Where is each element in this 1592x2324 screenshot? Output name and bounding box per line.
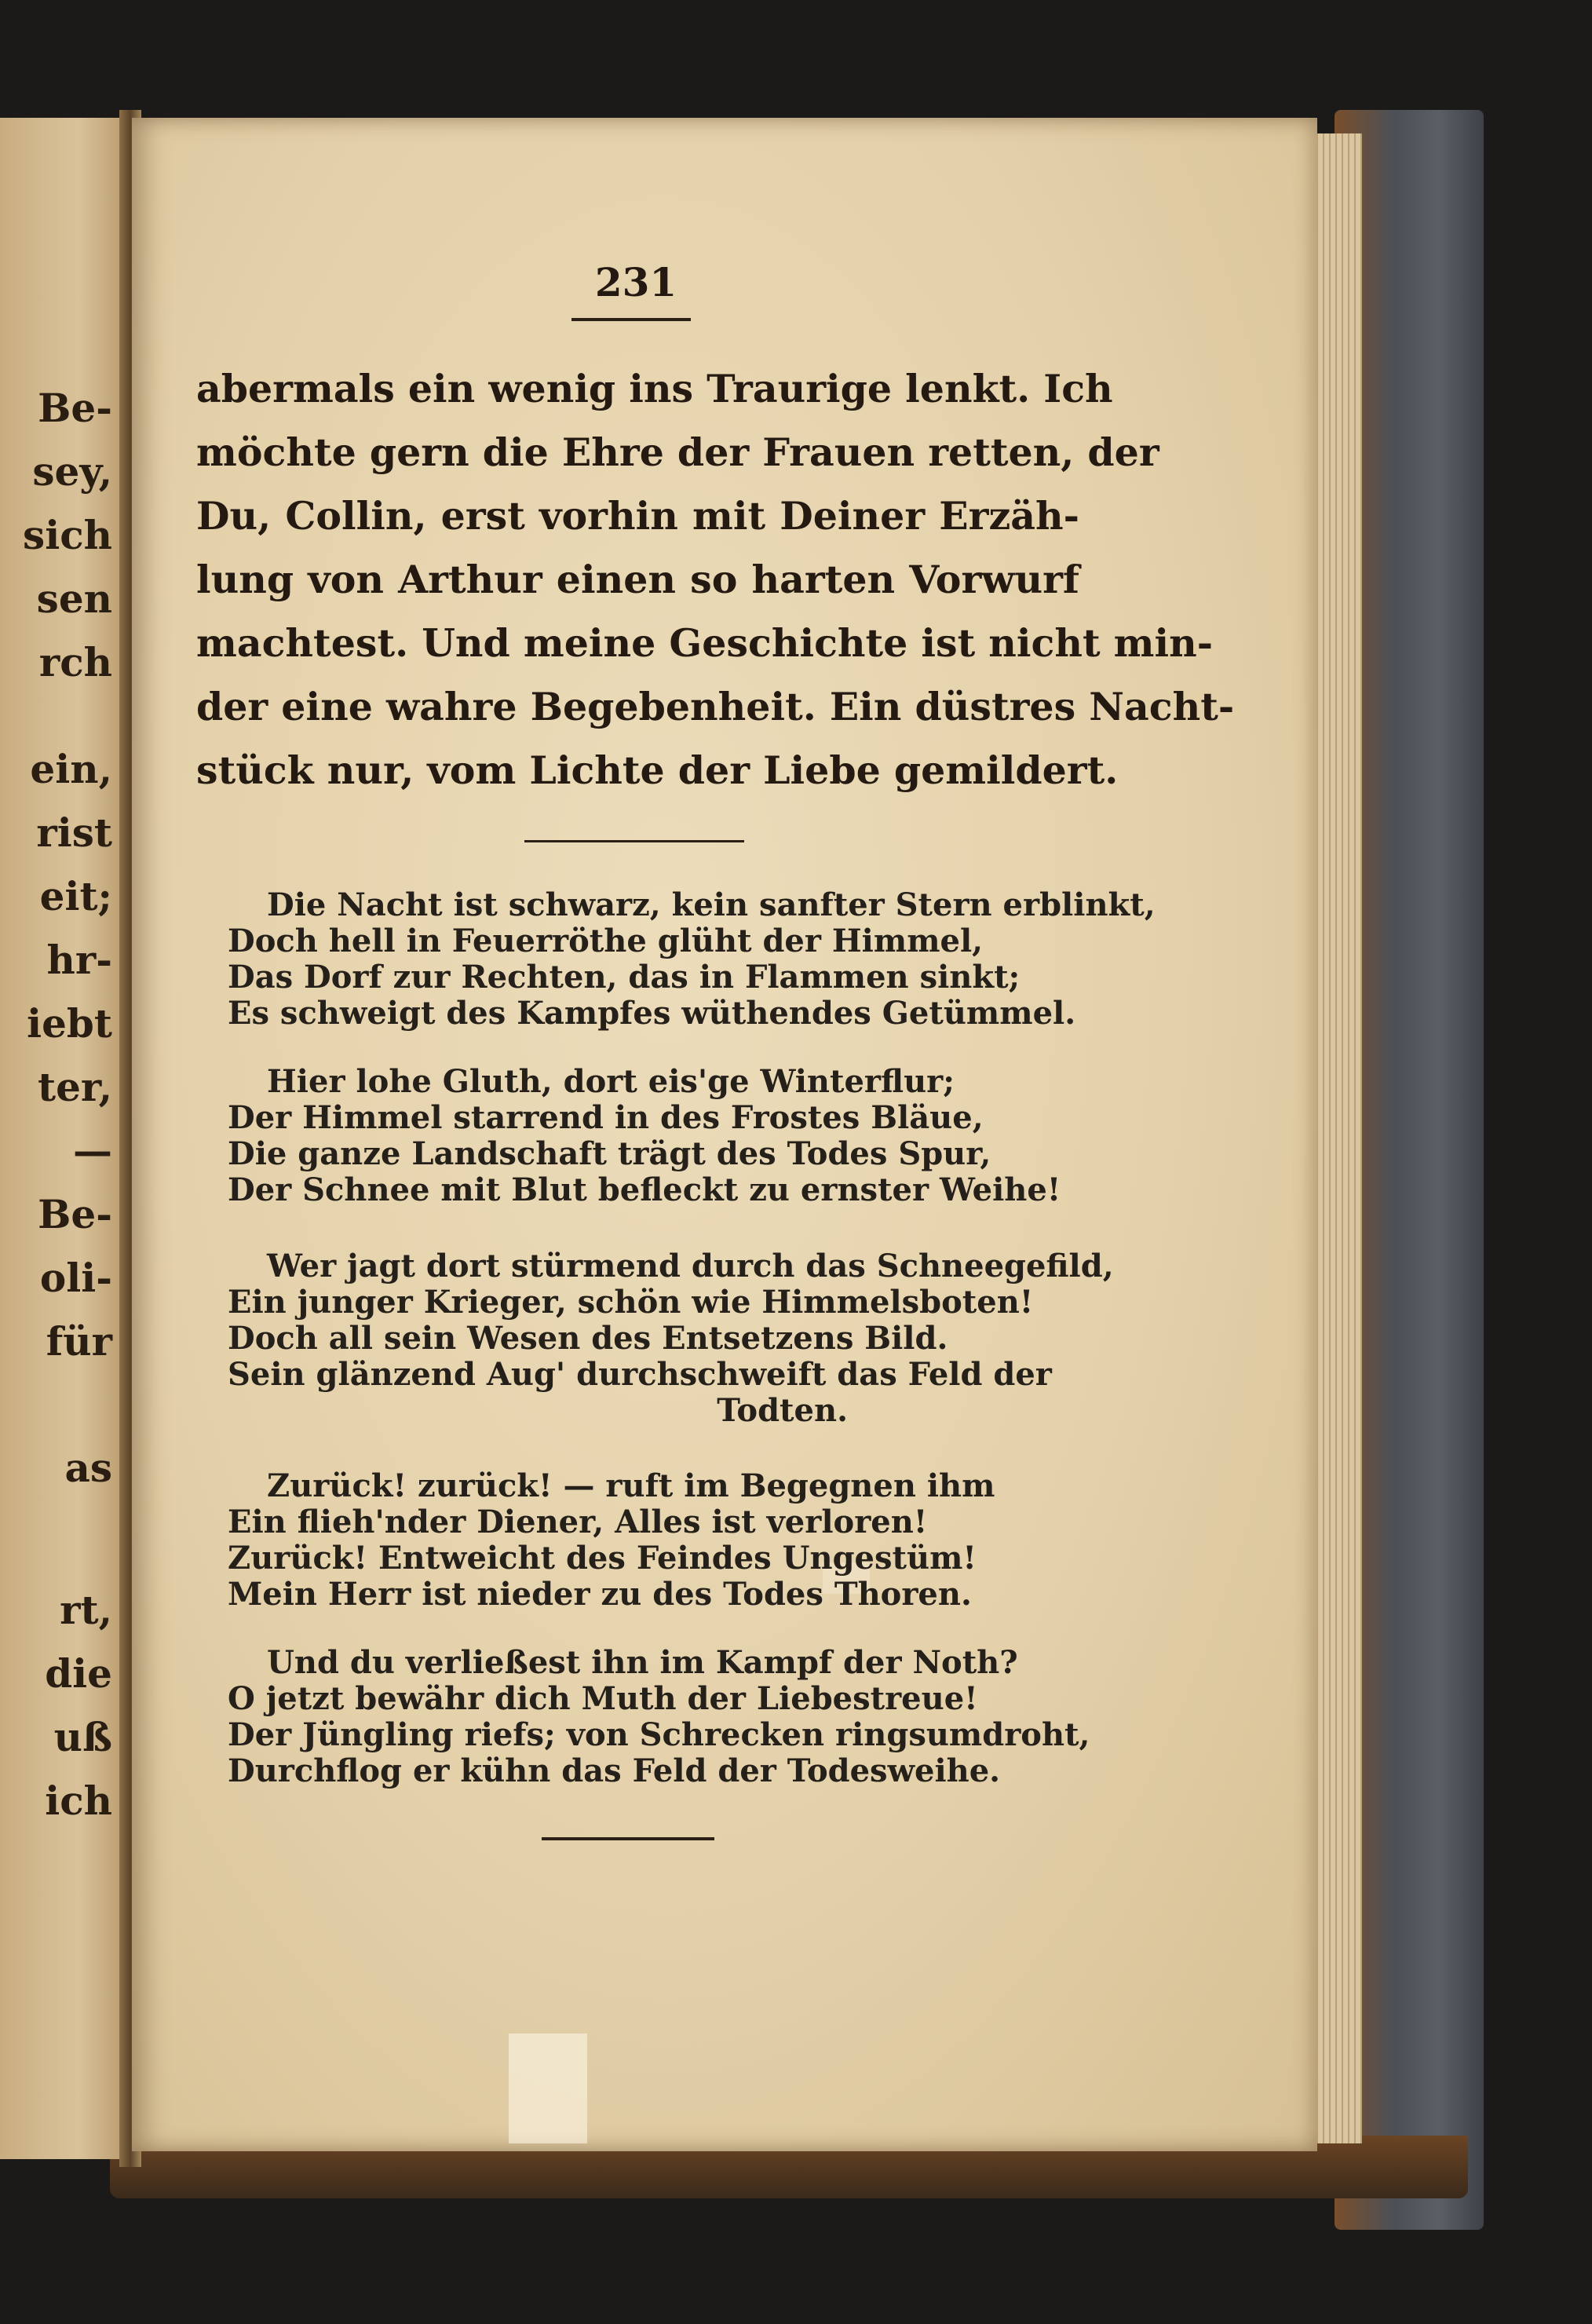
prose-line: lung von Arthur einen so harten Vorwurf <box>196 557 1079 602</box>
left-page-fragment: ein, <box>30 746 112 792</box>
left-page-fragment: ter, <box>37 1064 112 1110</box>
verse-line: Es schweigt des Kampfes wüthendes Getümmel. <box>228 995 1076 1032</box>
page-number: 231 <box>594 259 677 305</box>
section-divider <box>524 840 744 842</box>
left-page-fragment: uß <box>53 1714 112 1760</box>
verse-line: Der Himmel starrend in des Frostes Bläue, <box>228 1099 984 1136</box>
verse-line: Der Jüngling riefs; von Schrecken ringsumdroht, <box>228 1716 1090 1753</box>
prose-line: stück nur, vom Lichte der Liebe gemildert. <box>196 747 1119 793</box>
page-number-underline <box>571 318 691 321</box>
verse-line: Doch hell in Feuerröthe glüht der Himmel, <box>228 923 984 959</box>
left-page-fragment: für <box>46 1318 112 1365</box>
verse-line: Und du verließest ihn im Kampf der Noth? <box>267 1644 1018 1681</box>
poem-stanza <box>228 1644 1090 1789</box>
verse-line: Wer jagt dort stürmend durch das Schneegefild, <box>267 1248 1114 1284</box>
prose-line: abermals ein wenig ins Traurige lenkt. Ich <box>196 366 1113 411</box>
left-page-fragment: rt, <box>60 1587 112 1633</box>
left-page-fragment: — <box>73 1127 112 1174</box>
left-page-fragment: rch <box>38 639 112 685</box>
verse-line: Zurück! zurück! — ruft im Begegnen ihm <box>267 1467 995 1504</box>
verse-line: Das Dorf zur Rechten, das in Flammen sinkt; <box>228 959 1021 996</box>
prose-paragraph <box>196 357 1235 802</box>
verse-line: Die Nacht ist schwarz, kein sanfter Stern erblinkt, <box>267 886 1156 923</box>
left-page-fragment: sen <box>36 576 112 622</box>
verse-line: Zurück! Entweicht des Feindes Ungestüm! <box>228 1540 977 1577</box>
verse-line-runover: Todten. <box>717 1392 848 1429</box>
left-page-fragment: eit; <box>39 873 112 919</box>
prose-line: der eine wahre Begebenheit. Ein düstres Nacht- <box>196 684 1235 729</box>
verse-line: O jetzt bewähr dich Muth der Liebestreue! <box>228 1680 978 1717</box>
verse-line: Die ganze Landschaft trägt des Todes Spur, <box>228 1135 991 1172</box>
verse-line: Sein glänzend Aug' durchschweift das Feld der <box>228 1356 1052 1393</box>
left-page-fragment: Be- <box>38 1191 112 1237</box>
prose-line: machtest. Und meine Geschichte ist nicht min- <box>196 620 1214 666</box>
left-page-fragment: Be- <box>38 385 112 431</box>
poem-stanza <box>228 1064 1083 1208</box>
left-page-fragment: hr- <box>46 937 112 983</box>
left-page-fragment: as <box>64 1445 112 1491</box>
poem-stanza <box>228 1468 1083 1613</box>
end-divider <box>542 1837 714 1840</box>
verse-line: Ein junger Krieger, schön wie Himmelsboten! <box>228 1284 1034 1321</box>
verse-line: Der Schnee mit Blut befleckt zu ernster Weihe! <box>228 1171 1061 1208</box>
left-page-fragment: sich <box>23 512 112 558</box>
prose-line: Du, Collin, erst vorhin mit Deiner Erzäh- <box>196 493 1079 539</box>
left-page-fragment: iebt <box>27 1000 112 1047</box>
poem-stanza <box>228 886 1156 1032</box>
verse-line: Mein Herr ist nieder zu des Todes Thoren. <box>228 1576 972 1613</box>
left-page-fragment: sey, <box>32 448 112 495</box>
left-page-fragment: ich <box>45 1778 112 1824</box>
left-page-fragment: oli- <box>39 1255 112 1301</box>
left-page <box>0 118 130 2159</box>
verse-line: Ein flieh'nder Diener, Alles ist verloren! <box>228 1504 928 1540</box>
paper-stain <box>509 2034 587 2143</box>
poem-stanza <box>228 1248 1114 1429</box>
left-page-fragment: rist <box>36 809 112 856</box>
verse-line: Hier lohe Gluth, dort eis'ge Winterflur; <box>267 1063 955 1100</box>
verse-line: Doch all sein Wesen des Entsetzens Bild. <box>228 1320 948 1357</box>
prose-line: möchte gern die Ehre der Frauen retten, der <box>196 429 1159 475</box>
left-page-fragment: die <box>45 1650 112 1697</box>
verse-line: Durchflog er kühn das Feld der Todesweihe. <box>228 1752 1001 1789</box>
